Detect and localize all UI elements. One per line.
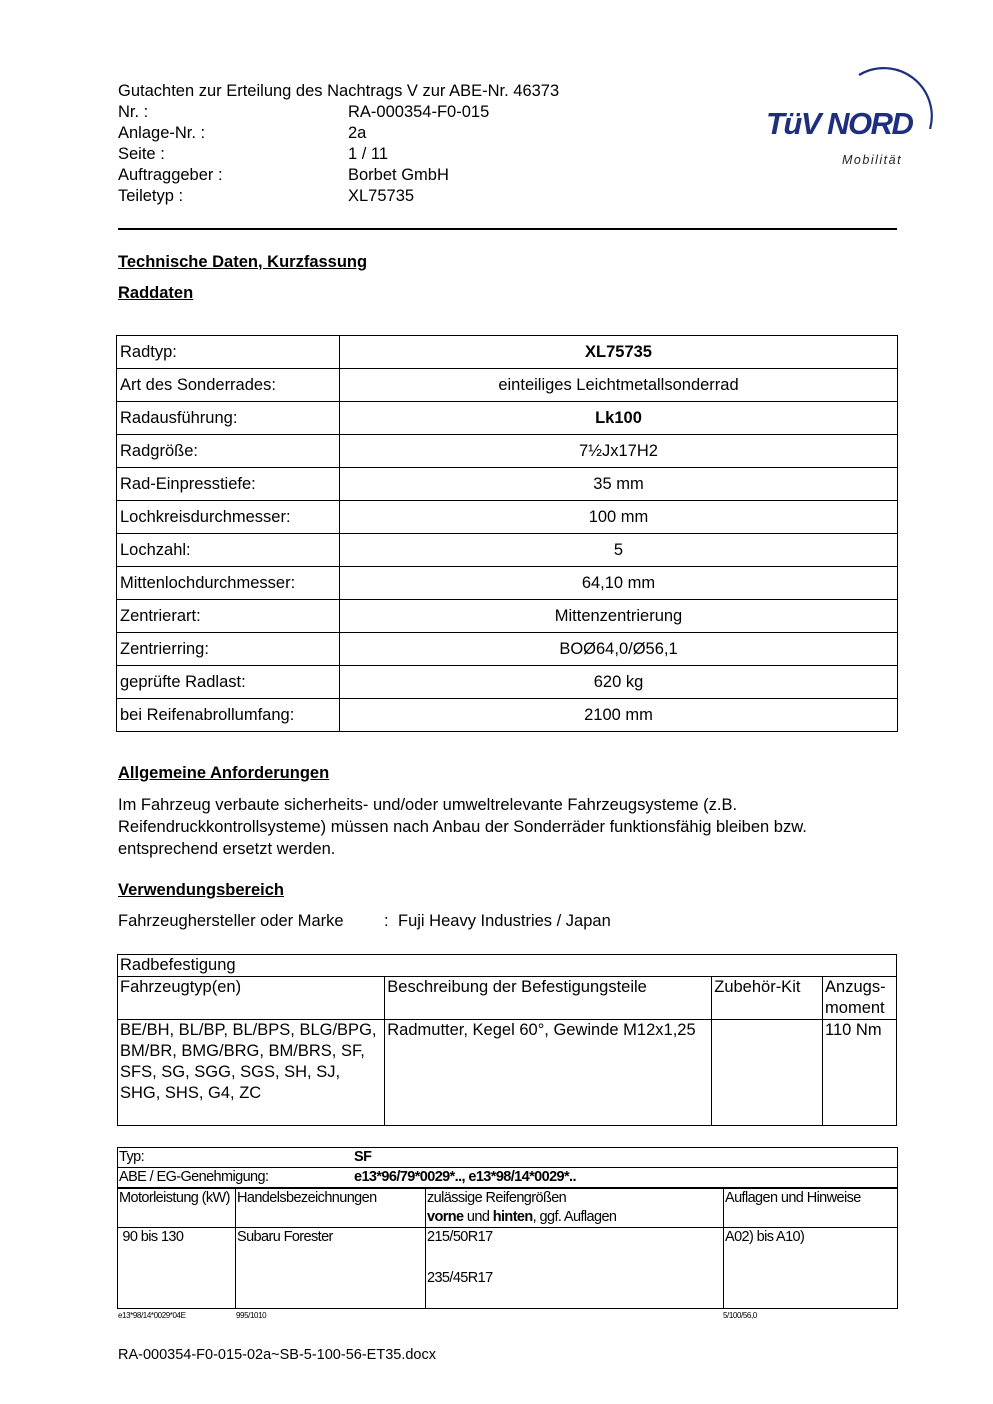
footer-filename: RA-000354-F0-015-02a~SB-5-100-56-ET35.docx <box>118 1347 436 1363</box>
raddaten-row <box>117 699 898 732</box>
typ-header-vorne: vorne <box>427 1209 464 1225</box>
befestigung-beschreibung: Radmutter, Kegel 60°, Gewinde M12x1,25 <box>385 1020 712 1126</box>
raddaten-key: Lochkreisdurchmesser: <box>117 501 340 534</box>
typ-handel: Subaru Forester <box>236 1228 426 1309</box>
raddaten-value: 100 mm <box>340 501 898 534</box>
typ-header-auflagen: Auflagen und Hinweise <box>724 1188 898 1228</box>
hersteller-separator: : <box>384 912 389 930</box>
typ-header-motor: Motorleistung (kW) <box>118 1188 236 1228</box>
section-allgemein: Allgemeine Anforderungen <box>118 764 330 782</box>
raddaten-value: 620 kg <box>340 666 898 699</box>
typ-reifen-1: 215/50R17 <box>427 1229 493 1245</box>
raddaten-row <box>117 402 898 435</box>
raddaten-value: Lk100 <box>340 402 898 435</box>
header-value-anlage: 2a <box>348 124 367 142</box>
abe-label: ABE / EG-Genehmigung: <box>119 1169 269 1185</box>
header-label-seite: Seite : <box>118 145 165 163</box>
header-label-nr: Nr. : <box>118 103 149 121</box>
header-value-teiletyp: XL75735 <box>348 187 415 205</box>
raddaten-row <box>117 435 898 468</box>
tiny-wheel-spec: 5/100/56,0 <box>723 1311 757 1320</box>
tuv-nord-logo: TüV NORD <box>766 106 913 141</box>
befestigung-caption: Radbefestigung <box>118 955 897 977</box>
header-label-auftraggeber: Auftraggeber : <box>118 166 223 184</box>
typ-reifen-2: 235/45R17 <box>427 1270 493 1286</box>
section-raddaten: Raddaten <box>118 284 194 302</box>
raddaten-value: 64,10 mm <box>340 567 898 600</box>
tiny-code: 995/1010 <box>236 1311 267 1320</box>
hersteller-value: Fuji Heavy Industries / Japan <box>398 912 611 930</box>
raddaten-key: Zentrierring: <box>117 633 340 666</box>
raddaten-row <box>117 534 898 567</box>
raddaten-key: Lochzahl: <box>117 534 340 567</box>
raddaten-value: 35 mm <box>340 468 898 501</box>
raddaten-value: BOØ64,0/Ø56,1 <box>340 633 898 666</box>
raddaten-row <box>117 501 898 534</box>
raddaten-row <box>117 666 898 699</box>
raddaten-key: geprüfte Radlast: <box>117 666 340 699</box>
raddaten-row <box>117 468 898 501</box>
header-label-anlage: Anlage-Nr. : <box>118 124 206 142</box>
raddaten-row <box>117 369 898 402</box>
header-divider <box>118 228 897 230</box>
typ-header-und: und <box>463 1209 493 1225</box>
typ-table <box>117 1147 898 1309</box>
raddaten-key: Radausführung: <box>117 402 340 435</box>
allgemein-text: Im Fahrzeug verbaute sicherheits- und/oder umweltrelevante Fahrzeugsysteme (z.B. Reifendruckkontrollsysteme) müssen nach Anbau der Sonderräder funktionsfähig bleiben bzw. entsprechend ersetzt werden. <box>118 796 807 858</box>
typ-header-rest: , ggf. Auflagen <box>532 1209 617 1225</box>
raddaten-key: Mittenlochdurchmesser: <box>117 567 340 600</box>
logo-subtitle: Mobilität <box>842 153 903 167</box>
typ-value: SF <box>354 1149 372 1165</box>
header-label-teiletyp: Teiletyp : <box>118 187 184 205</box>
raddaten-key: Zentrierart: <box>117 600 340 633</box>
raddaten-row <box>117 600 898 633</box>
raddaten-key: Rad-Einpresstiefe: <box>117 468 340 501</box>
raddaten-row <box>117 336 898 369</box>
typ-header-reifen <box>426 1188 724 1228</box>
typ-header-hinten: hinten <box>492 1209 533 1225</box>
raddaten-key: Art des Sonderrades: <box>117 369 340 402</box>
section-verwendung: Verwendungsbereich <box>118 881 284 899</box>
raddaten-value: 5 <box>340 534 898 567</box>
raddaten-key: Radtyp: <box>117 336 340 369</box>
tiny-approval: e13*98/14*0029*04E <box>118 1311 186 1320</box>
raddaten-key: bei Reifenabrollumfang: <box>117 699 340 732</box>
typ-reifen <box>426 1228 724 1309</box>
raddaten-value: Mittenzentrierung <box>340 600 898 633</box>
abe-value: e13*96/79*0029*.., e13*98/14*0029*.. <box>354 1169 576 1185</box>
document-title: Gutachten zur Erteilung des Nachtrags V zur ABE-Nr. 46373 <box>118 82 560 100</box>
section-technical: Technische Daten, Kurzfassung <box>118 253 368 271</box>
typ-auflagen: A02) bis A10) <box>724 1228 898 1309</box>
header-value-auftraggeber: Borbet GmbH <box>348 166 449 184</box>
raddaten-value: 2100 mm <box>340 699 898 732</box>
raddaten-value: 7½Jx17H2 <box>340 435 898 468</box>
befestigung-header-moment: Anzugs-moment <box>823 977 897 1020</box>
befestigung-types: BE/BH, BL/BP, BL/BPS, BLG/BPG, BM/BR, BMG/BRG, BM/BRS, SF, SFS, SG, SGG, SGS, SH, SJ, SHG, SHS, G4, ZC <box>118 1020 385 1126</box>
raddaten-value: einteiliges Leichtmetallsonderrad <box>340 369 898 402</box>
raddaten-row <box>117 567 898 600</box>
typ-header-reifen-line1: zulässige Reifengrößen <box>427 1190 567 1206</box>
header-value-nr: RA-000354-F0-015 <box>348 103 490 121</box>
befestigung-moment: 110 Nm <box>823 1020 897 1126</box>
raddaten-key: Radgröße: <box>117 435 340 468</box>
typ-motor: 90 bis 130 <box>118 1228 236 1309</box>
typ-label: Typ: <box>119 1149 144 1165</box>
befestigung-table <box>117 954 897 1126</box>
befestigung-kit <box>712 1020 823 1126</box>
befestigung-header-beschreibung: Beschreibung der Befestigungsteile <box>385 977 712 1020</box>
befestigung-header-types: Fahrzeugtyp(en) <box>118 977 385 1020</box>
header-value-seite: 1 / 11 <box>348 145 389 163</box>
hersteller-label: Fahrzeughersteller oder Marke <box>118 912 344 930</box>
raddaten-row <box>117 633 898 666</box>
raddaten-table <box>116 335 898 732</box>
typ-header-handel: Handelsbezeichnungen <box>236 1188 426 1228</box>
raddaten-value: XL75735 <box>340 336 898 369</box>
befestigung-header-kit: Zubehör-Kit <box>712 977 823 1020</box>
